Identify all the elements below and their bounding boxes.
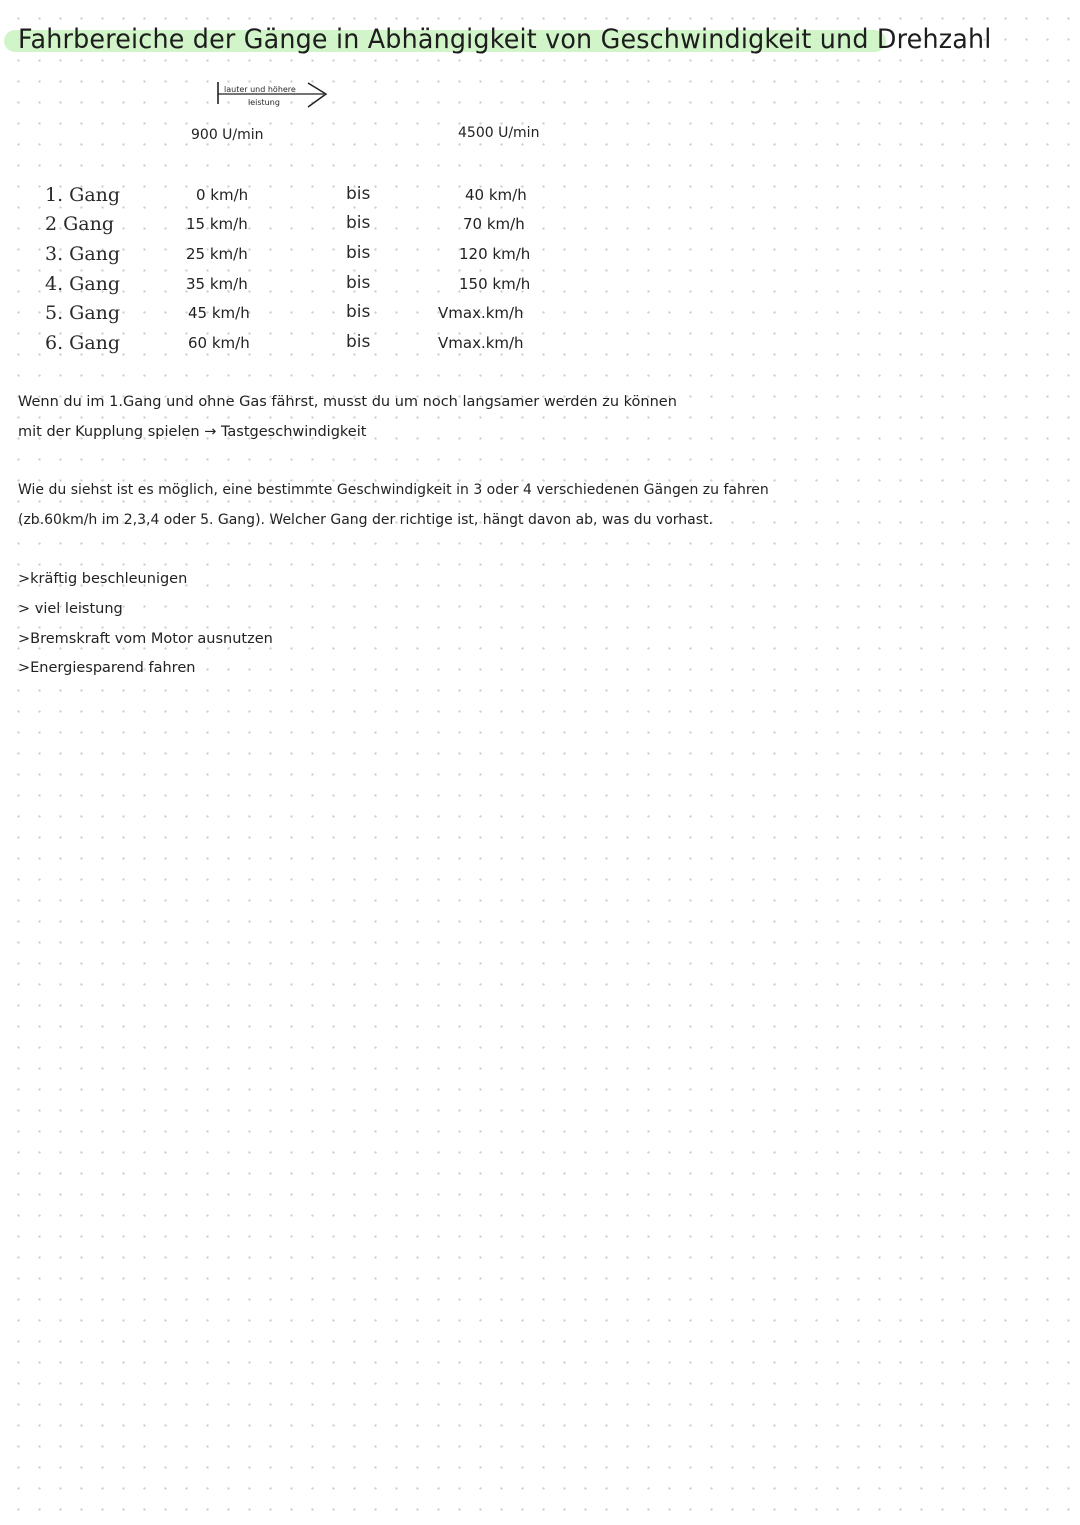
rpm-high: 4500 U/min bbox=[458, 125, 540, 141]
gear-speed-to: Vmax.km/h bbox=[438, 334, 524, 352]
gear-speed-to: 120 km/h bbox=[459, 245, 531, 263]
gear-speed-from: 60 km/h bbox=[188, 334, 250, 352]
gear-separator: bis bbox=[346, 273, 371, 293]
gear-speed-from: 35 km/h bbox=[186, 275, 248, 293]
arrow-label-line1: lauter und höhere bbox=[224, 85, 296, 94]
gear-name: 6. Gang bbox=[45, 332, 121, 354]
gear-speed-from: 45 km/h bbox=[188, 304, 250, 322]
rpm-low: 900 U/min bbox=[191, 127, 264, 143]
gear-speed-from: 25 km/h bbox=[186, 245, 248, 263]
gear-speed-from: 0 km/h bbox=[196, 186, 249, 204]
paragraph2-line1: Wie du siehst ist es möglich, eine bestimmte Geschwindigkeit in 3 oder 4 verschiedenen Gängen zu fahren bbox=[18, 482, 769, 498]
gear-speed-to: 70 km/h bbox=[463, 215, 525, 233]
gear-speed-to: Vmax.km/h bbox=[438, 304, 524, 322]
gear-separator: bis bbox=[346, 213, 371, 233]
gear-separator: bis bbox=[346, 332, 371, 352]
list-item: >Energiesparend fahren bbox=[18, 660, 196, 676]
arrow-note bbox=[214, 80, 334, 120]
arrow-label-line2: leistung bbox=[248, 98, 280, 107]
gear-speed-to: 150 km/h bbox=[459, 275, 531, 293]
gear-name: 1. Gang bbox=[45, 184, 121, 206]
list-item: > viel leistung bbox=[18, 601, 123, 617]
gear-name: 5. Gang bbox=[45, 302, 121, 324]
gear-speed-to: 40 km/h bbox=[465, 186, 527, 204]
list-item: >Bremskraft vom Motor ausnutzen bbox=[18, 631, 273, 647]
list-item: >kräftig beschleunigen bbox=[18, 571, 188, 587]
gear-name: 4. Gang bbox=[45, 273, 121, 295]
gear-name: 2 Gang bbox=[45, 213, 115, 235]
gear-separator: bis bbox=[346, 302, 371, 322]
gear-name: 3. Gang bbox=[45, 243, 121, 265]
paragraph1-line1: Wenn du im 1.Gang und ohne Gas fährst, musst du um noch langsamer werden zu können bbox=[18, 394, 677, 410]
page-title: Fahrbereiche der Gänge in Abhängigkeit von Geschwindigkeit und Drehzahl bbox=[18, 24, 992, 55]
paragraph1-line2: mit der Kupplung spielen → Tastgeschwindigkeit bbox=[18, 424, 367, 440]
gear-separator: bis bbox=[346, 243, 371, 263]
gear-speed-from: 15 km/h bbox=[186, 215, 248, 233]
paragraph2-line2: (zb.60km/h im 2,3,4 oder 5. Gang). Welcher Gang der richtige ist, hängt davon ab, was du vorhast. bbox=[18, 512, 713, 528]
gear-separator: bis bbox=[346, 184, 371, 204]
